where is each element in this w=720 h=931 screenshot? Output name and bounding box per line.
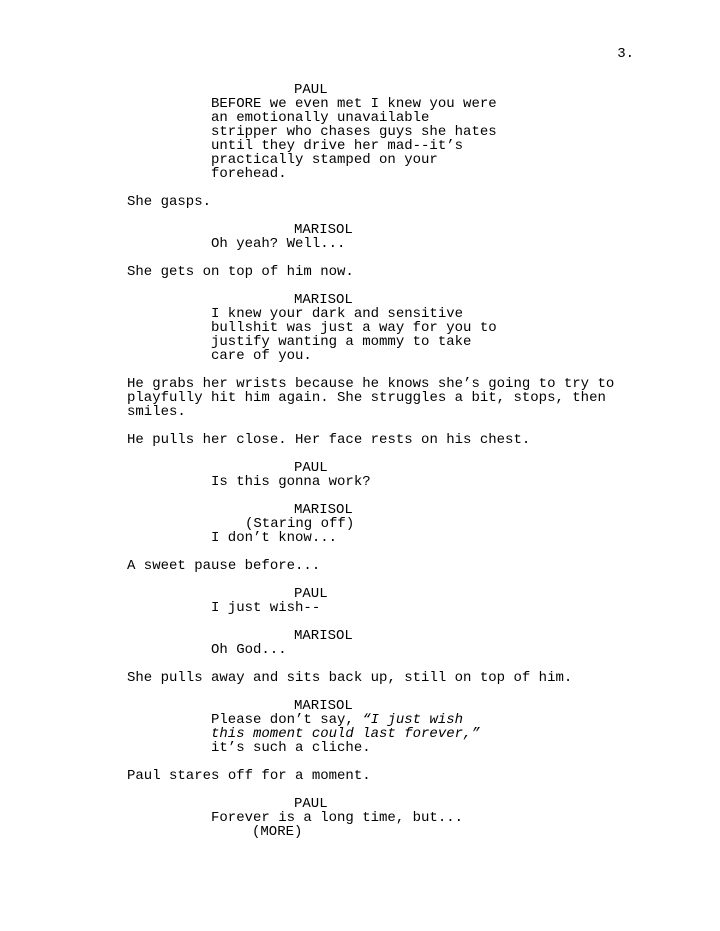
line-text: Oh yeah? Well... [211,236,346,252]
character-name [294,699,720,713]
line-text: I don’t know... [211,530,338,546]
blank-line [0,363,720,377]
character-name [294,797,720,811]
dialogue-line [211,713,720,727]
line-text: Paul stares off for a moment. [127,768,371,784]
dialogue-line [211,727,720,741]
line-text: Oh God... [211,642,287,658]
script-body [0,83,720,839]
dialogue-line [211,167,720,181]
line-italic-text: this moment could last forever,” [211,726,480,742]
character-name [294,587,720,601]
line-text: Is this gonna work? [211,474,371,490]
page-number: 3. [617,46,634,62]
line-text: an emotionally unavailable [211,110,430,126]
line-text: She gasps. [127,194,212,210]
blank-line [0,251,720,265]
line-text: justify wanting a mommy to take [211,334,472,350]
character-name [294,293,720,307]
action-line [127,769,720,783]
line-text: I knew your dark and sensitive [211,306,464,322]
character-name [294,461,720,475]
action-line [127,195,720,209]
dialogue-line [211,643,720,657]
line-text: I just wish-- [211,600,321,616]
line-text: PAUL [294,796,328,812]
character-name [294,83,720,97]
line-text: it’s such a cliche. [211,740,371,756]
action-line [127,559,720,573]
line-text: PAUL [294,460,328,476]
line-text: stripper who chases guys she hates [211,124,497,140]
line-text: practically stamped on your [211,152,438,168]
line-text: care of you. [211,348,312,364]
dialogue-line [211,111,720,125]
line-text: PAUL [294,586,328,602]
line-text: He pulls her close. Her face rests on his chest. [127,432,531,448]
blank-line [0,209,720,223]
line-text: He grabs her wrists because he knows she’s going to try to [127,376,615,392]
blank-line [0,545,720,559]
blank-line [0,181,720,195]
line-text: until they drive her mad--it’s [211,138,464,154]
line-text: She pulls away and sits back up, still on top of him. [127,670,573,686]
blank-line [0,615,720,629]
line-text: MARISOL [294,628,353,644]
dialogue-line [211,139,720,153]
dialogue-line [211,601,720,615]
blank-line [0,685,720,699]
action-line [127,265,720,279]
dialogue-line [211,97,720,111]
dialogue-line [211,321,720,335]
action-line [127,671,720,685]
line-text: playfully hit him again. She struggles a bit, stops, then [127,390,606,406]
line-text: MARISOL [294,222,353,238]
dialogue-line [211,349,720,363]
dialogue-line [211,307,720,321]
blank-line [0,783,720,797]
character-name [294,503,720,517]
line-text: MARISOL [294,502,353,518]
dialogue-line [211,237,720,251]
line-text: Please don’t say, [211,712,363,728]
blank-line [0,447,720,461]
character-name [294,223,720,237]
line-text: Forever is a long time, but... [211,810,464,826]
blank-line [0,279,720,293]
parenthetical [245,517,720,531]
line-text: forehead. [211,166,287,182]
dialogue-line [211,811,720,825]
line-text: (MORE) [252,824,303,840]
action-line [127,433,720,447]
line-text: A sweet pause before... [127,558,321,574]
action-line [127,377,720,391]
line-text: (Staring off) [245,516,355,532]
line-text: smiles. [127,404,186,420]
action-line [127,391,720,405]
dialogue-line [211,475,720,489]
dialogue-line [211,531,720,545]
blank-line [0,657,720,671]
line-text: MARISOL [294,292,353,308]
action-line [127,405,720,419]
blank-line [0,489,720,503]
blank-line [0,573,720,587]
blank-line [0,755,720,769]
blank-line [0,419,720,433]
line-text: bullshit was just a way for you to [211,320,497,336]
dialogue-line [211,125,720,139]
dialogue-line [211,335,720,349]
line-italic-text: “I just wish [362,712,464,728]
line-text: PAUL [294,82,328,98]
character-name [294,629,720,643]
more-marker [252,825,720,839]
line-text: She gets on top of him now. [127,264,354,280]
dialogue-line [211,741,720,755]
line-text: BEFORE we even met I knew you were [211,96,497,112]
line-text: MARISOL [294,698,353,714]
dialogue-line [211,153,720,167]
